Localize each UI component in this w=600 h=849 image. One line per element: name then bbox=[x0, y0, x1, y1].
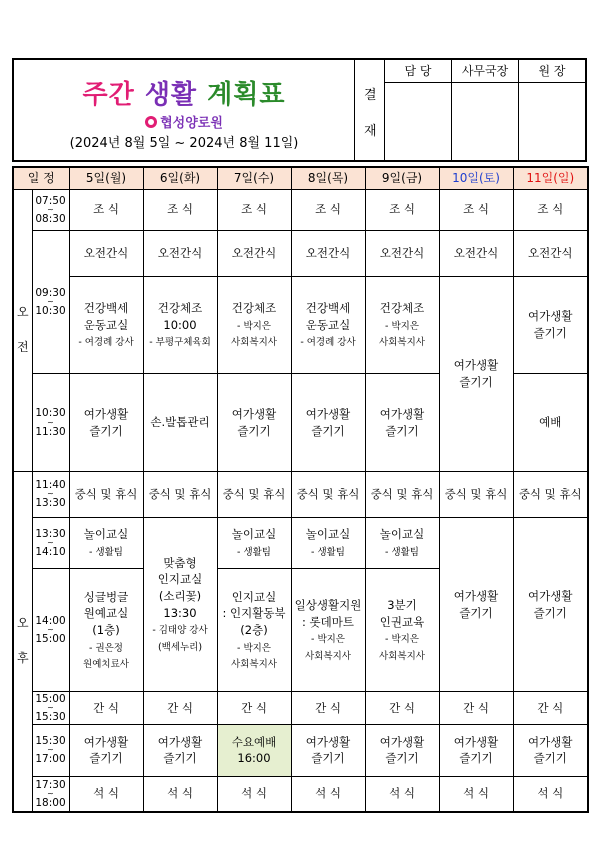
time-start: 14:00 bbox=[35, 615, 66, 628]
time-start: 10:30 bbox=[35, 407, 66, 420]
program-title: 건강체조 bbox=[379, 300, 425, 315]
cell-dinner: 석 식 bbox=[365, 776, 439, 812]
cell-breakfast: 조 식 bbox=[439, 189, 513, 230]
leisure-line: 여가생활 bbox=[528, 309, 573, 324]
cell-wed-0930 bbox=[217, 276, 291, 373]
time-start: 15:00 bbox=[35, 693, 66, 706]
leisure-line: 즐기기 bbox=[385, 423, 419, 438]
cell-play-class bbox=[217, 517, 291, 568]
pm-label bbox=[13, 471, 32, 812]
day-header-row bbox=[13, 167, 588, 189]
program-instructor: - 생활팀 bbox=[237, 547, 271, 559]
time-start: 13:30 bbox=[35, 528, 66, 541]
cell-morning-snack: 오전간식 bbox=[69, 230, 143, 276]
cell-snack: 간 식 bbox=[513, 692, 588, 725]
day-header: 9일(금) bbox=[365, 167, 439, 189]
cell-sun-leisure bbox=[513, 276, 588, 373]
time-cell bbox=[32, 776, 69, 812]
program-title: 건강백세 bbox=[83, 300, 129, 315]
leisure-line: 즐기기 bbox=[89, 423, 123, 438]
time-sep: ~ bbox=[47, 703, 54, 713]
cell-breakfast: 조 식 bbox=[217, 189, 291, 230]
cell-sun-leisure bbox=[513, 517, 588, 691]
program-instructor: - 생활팀 bbox=[385, 547, 419, 559]
cell-snack: 간 식 bbox=[365, 692, 439, 725]
cell-play-class bbox=[365, 517, 439, 568]
program-time: 13:30 bbox=[163, 605, 197, 620]
program-instructor-role: 사회복지사 bbox=[231, 659, 277, 671]
cell-snack: 간 식 bbox=[291, 692, 365, 725]
program-instructor: - 부평구체육회 bbox=[149, 337, 211, 349]
time-start: 07:50 bbox=[35, 194, 66, 207]
program-title: 놀이교실 bbox=[305, 527, 351, 542]
cell-leisure bbox=[69, 374, 143, 471]
leisure-line: 즐기기 bbox=[533, 605, 567, 620]
organization-name: 협성양로원 bbox=[160, 116, 223, 131]
cell-thu-0930 bbox=[291, 276, 365, 373]
day-header: 8일(목) bbox=[291, 167, 365, 189]
approval-col-staff bbox=[384, 60, 451, 160]
program-instructor: - 권은정 bbox=[89, 642, 123, 654]
row-0750 bbox=[13, 189, 588, 230]
time-start: 11:40 bbox=[35, 479, 66, 492]
approval-label bbox=[354, 60, 384, 160]
time-end: 11:30 bbox=[35, 425, 66, 438]
program-instructor: - 여경례 강사 bbox=[78, 337, 134, 349]
time-end: 18:00 bbox=[35, 796, 66, 809]
cell-lunch: 중식 및 휴식 bbox=[365, 471, 439, 517]
time-start: 09:30 bbox=[35, 286, 66, 299]
leisure-line: 즐기기 bbox=[533, 326, 567, 341]
program-instructor-role: 사회복지사 bbox=[379, 650, 425, 662]
page-title bbox=[14, 74, 354, 111]
cell-snack: 간 식 bbox=[143, 692, 217, 725]
time-cell bbox=[32, 471, 69, 517]
cell-leisure bbox=[513, 725, 588, 776]
program-instructor: - 박지은 bbox=[237, 642, 271, 654]
cell-dinner: 석 식 bbox=[513, 776, 588, 812]
program-title: 맞춤형 bbox=[163, 555, 197, 570]
cell-breakfast: 조 식 bbox=[513, 189, 588, 230]
cell-snack: 간 식 bbox=[69, 692, 143, 725]
row-0930-snack bbox=[13, 230, 588, 276]
time-cell bbox=[32, 692, 69, 725]
leisure-line: 여가생활 bbox=[379, 734, 425, 749]
row-1140 bbox=[13, 471, 588, 517]
program-title: (소리꽃) bbox=[158, 588, 202, 603]
cell-leisure bbox=[365, 725, 439, 776]
program-title: : 롯데마트 bbox=[302, 614, 354, 629]
approval-label-top: 결 bbox=[364, 88, 377, 103]
day-header-sunday: 11일(일) bbox=[513, 167, 588, 189]
cell-dinner: 석 식 bbox=[217, 776, 291, 812]
leisure-line: 여가생활 bbox=[305, 734, 351, 749]
time-cell bbox=[32, 725, 69, 776]
leisure-line: 즐기기 bbox=[459, 605, 493, 620]
leisure-line: 여가생활 bbox=[379, 406, 425, 421]
cell-dinner: 석 식 bbox=[439, 776, 513, 812]
program-title: 놀이교실 bbox=[379, 527, 425, 542]
cell-snack: 간 식 bbox=[439, 692, 513, 725]
program-instructor: - 생활팀 bbox=[89, 547, 123, 559]
cell-leisure bbox=[439, 725, 513, 776]
program-title: 운동교실 bbox=[83, 317, 129, 332]
time-sep: ~ bbox=[47, 745, 54, 755]
program-title: 인권교육 bbox=[379, 614, 425, 629]
leisure-line: 즐기기 bbox=[533, 751, 567, 766]
approval-role: 담 당 bbox=[385, 60, 451, 83]
cell-tue-0930 bbox=[143, 276, 217, 373]
row-0930-program bbox=[13, 276, 588, 373]
cell-leisure bbox=[217, 374, 291, 471]
cell-fri-0930 bbox=[365, 276, 439, 373]
program-instructor: - 박지은 bbox=[385, 320, 419, 332]
time-end: 14:10 bbox=[35, 546, 66, 559]
time-sep: ~ bbox=[47, 788, 54, 798]
leisure-line: 여가생활 bbox=[453, 588, 499, 603]
time-sep: ~ bbox=[47, 538, 54, 548]
leisure-line: 여가생활 bbox=[83, 406, 129, 421]
schedule-table bbox=[12, 166, 589, 813]
leisure-line: 여가생활 bbox=[453, 358, 499, 373]
title-word-3: 계획표 bbox=[207, 80, 286, 110]
cell-dinner: 석 식 bbox=[291, 776, 365, 812]
program-instructor: - 박지은 bbox=[237, 320, 271, 332]
leisure-line: 즐기기 bbox=[311, 423, 345, 438]
cell-thu-1400 bbox=[291, 569, 365, 692]
cell-dinner: 석 식 bbox=[143, 776, 217, 812]
day-header-saturday: 10일(토) bbox=[439, 167, 513, 189]
am-label bbox=[13, 189, 32, 471]
leisure-line: 즐기기 bbox=[237, 423, 271, 438]
row-1730 bbox=[13, 776, 588, 812]
row-1330 bbox=[13, 517, 588, 568]
program-instructor: - 생활팀 bbox=[311, 547, 345, 559]
approval-role: 사무국장 bbox=[452, 60, 518, 83]
pm-label-char: 오 bbox=[16, 616, 29, 631]
title-word-2: 생활 bbox=[144, 80, 198, 110]
program-title: 건강체조 bbox=[231, 300, 277, 315]
approval-role: 원 장 bbox=[519, 60, 585, 83]
cell-wed-1400 bbox=[217, 569, 291, 692]
program-time: 10:00 bbox=[163, 317, 197, 332]
time-sep: ~ bbox=[47, 625, 54, 635]
time-start: 17:30 bbox=[35, 778, 66, 791]
day-header: 6일(화) bbox=[143, 167, 217, 189]
cell-breakfast: 조 식 bbox=[291, 189, 365, 230]
cell-morning-snack: 오전간식 bbox=[143, 230, 217, 276]
cell-snack: 간 식 bbox=[217, 692, 291, 725]
cell-leisure bbox=[365, 374, 439, 471]
program-instructor-role: 사회복지사 bbox=[305, 650, 351, 662]
cell-breakfast: 조 식 bbox=[365, 189, 439, 230]
program-title: 놀이교실 bbox=[83, 527, 129, 542]
program-location: (1층) bbox=[92, 622, 120, 637]
program-title: 놀이교실 bbox=[231, 527, 277, 542]
approval-col-director bbox=[518, 60, 585, 160]
cell-lunch: 중식 및 휴식 bbox=[69, 471, 143, 517]
am-label-char: 오 bbox=[16, 305, 29, 320]
leisure-line: 즐기기 bbox=[459, 751, 493, 766]
program-title: 일상생활지원 bbox=[294, 597, 362, 612]
time-cell bbox=[32, 189, 69, 230]
program-title: 수요예배 bbox=[231, 734, 277, 749]
leisure-line: 여가생활 bbox=[528, 734, 573, 749]
program-instructor: - 박지은 bbox=[311, 634, 345, 646]
leisure-line: 여가생활 bbox=[528, 588, 573, 603]
time-end: 15:30 bbox=[35, 711, 66, 724]
cell-lunch: 중식 및 휴식 bbox=[217, 471, 291, 517]
program-time: 16:00 bbox=[237, 751, 271, 766]
leisure-line: 여가생활 bbox=[157, 734, 203, 749]
program-instructor-org: (백세누리) bbox=[157, 641, 203, 653]
cell-breakfast: 조 식 bbox=[143, 189, 217, 230]
cell-tue-1030: 손.발톱관리 bbox=[143, 374, 217, 471]
cell-leisure bbox=[143, 725, 217, 776]
cell-morning-snack: 오전간식 bbox=[217, 230, 291, 276]
row-1530 bbox=[13, 725, 588, 776]
cell-wed-worship bbox=[217, 725, 291, 776]
program-title: 인지교실 bbox=[157, 572, 203, 587]
program-title: 원예교실 bbox=[83, 606, 129, 621]
cell-dinner: 석 식 bbox=[69, 776, 143, 812]
title-word-1: 주간 bbox=[82, 80, 135, 110]
pm-label-char: 후 bbox=[16, 651, 29, 666]
time-end: 10:30 bbox=[35, 304, 66, 317]
time-cell bbox=[32, 569, 69, 692]
row-1500 bbox=[13, 692, 588, 725]
logo-icon bbox=[145, 116, 157, 128]
approval-col-manager bbox=[451, 60, 518, 160]
program-instructor-role: 사회복지사 bbox=[231, 337, 277, 349]
program-title: 인지교실 bbox=[231, 589, 277, 604]
cell-fri-1400 bbox=[365, 569, 439, 692]
time-sep: ~ bbox=[47, 417, 54, 427]
schedule-header-label: 일 정 bbox=[13, 167, 69, 189]
program-title: 싱글벙글 bbox=[83, 589, 129, 604]
cell-lunch: 중식 및 휴식 bbox=[143, 471, 217, 517]
time-sep: ~ bbox=[47, 489, 54, 499]
leisure-line: 여가생활 bbox=[231, 406, 277, 421]
cell-morning-snack: 오전간식 bbox=[291, 230, 365, 276]
time-end: 08:30 bbox=[35, 212, 66, 225]
cell-leisure bbox=[291, 374, 365, 471]
program-location: (2층) bbox=[240, 622, 268, 637]
cell-lunch: 중식 및 휴식 bbox=[291, 471, 365, 517]
leisure-line: 여가생활 bbox=[305, 406, 351, 421]
approval-box bbox=[354, 60, 585, 160]
leisure-line: 즐기기 bbox=[311, 751, 345, 766]
cell-sun-1030: 예배 bbox=[513, 374, 588, 471]
organization bbox=[14, 112, 354, 131]
program-instructor-role: 원예치료사 bbox=[83, 659, 129, 671]
cell-sat-leisure bbox=[439, 276, 513, 471]
leisure-line: 즐기기 bbox=[89, 751, 123, 766]
time-cell bbox=[32, 374, 69, 471]
program-title: 건강백세 bbox=[305, 300, 351, 315]
leisure-line: 즐기기 bbox=[459, 374, 493, 389]
time-end: 13:30 bbox=[35, 497, 66, 510]
time-end: 17:00 bbox=[35, 753, 66, 766]
cell-mon-1400 bbox=[69, 569, 143, 692]
cell-breakfast: 조 식 bbox=[69, 189, 143, 230]
cell-lunch: 중식 및 휴식 bbox=[439, 471, 513, 517]
time-end: 15:00 bbox=[35, 633, 66, 646]
cell-morning-snack: 오전간식 bbox=[439, 230, 513, 276]
leisure-line: 즐기기 bbox=[163, 751, 197, 766]
time-cell bbox=[32, 230, 69, 374]
cell-sat-leisure bbox=[439, 517, 513, 691]
program-title: 건강체조 bbox=[157, 300, 203, 315]
cell-mon-0930 bbox=[69, 276, 143, 373]
approval-label-bottom: 재 bbox=[364, 124, 377, 139]
cell-morning-snack: 오전간식 bbox=[513, 230, 588, 276]
cell-morning-snack: 오전간식 bbox=[365, 230, 439, 276]
program-title: : 인지활동북 bbox=[222, 606, 286, 621]
cell-lunch: 중식 및 휴식 bbox=[513, 471, 588, 517]
cell-play-class bbox=[69, 517, 143, 568]
time-sep: ~ bbox=[47, 296, 54, 306]
program-title: 운동교실 bbox=[305, 317, 351, 332]
day-header: 7일(수) bbox=[217, 167, 291, 189]
weekly-plan-page bbox=[12, 58, 587, 813]
program-instructor-role: 사회복지사 bbox=[379, 337, 425, 349]
title-area bbox=[14, 60, 354, 160]
program-instructor: - 김태양 강사 bbox=[152, 625, 208, 637]
header-box bbox=[12, 58, 587, 162]
leisure-line: 여가생활 bbox=[453, 734, 499, 749]
day-header: 5일(월) bbox=[69, 167, 143, 189]
am-label-char: 전 bbox=[16, 339, 29, 354]
program-title: 3분기 bbox=[387, 597, 417, 612]
cell-leisure bbox=[69, 725, 143, 776]
leisure-line: 즐기기 bbox=[385, 751, 419, 766]
program-instructor: - 여경례 강사 bbox=[300, 337, 356, 349]
leisure-line: 여가생활 bbox=[83, 734, 129, 749]
cell-leisure bbox=[291, 725, 365, 776]
cell-play-class bbox=[291, 517, 365, 568]
cell-tue-pm bbox=[143, 517, 217, 691]
period: (2024년 8월 5일 ~ 2024년 8월 11일) bbox=[69, 136, 299, 151]
time-start: 15:30 bbox=[35, 735, 66, 748]
time-cell bbox=[32, 517, 69, 568]
time-sep: ~ bbox=[47, 204, 54, 214]
program-instructor: - 박지은 bbox=[385, 634, 419, 646]
